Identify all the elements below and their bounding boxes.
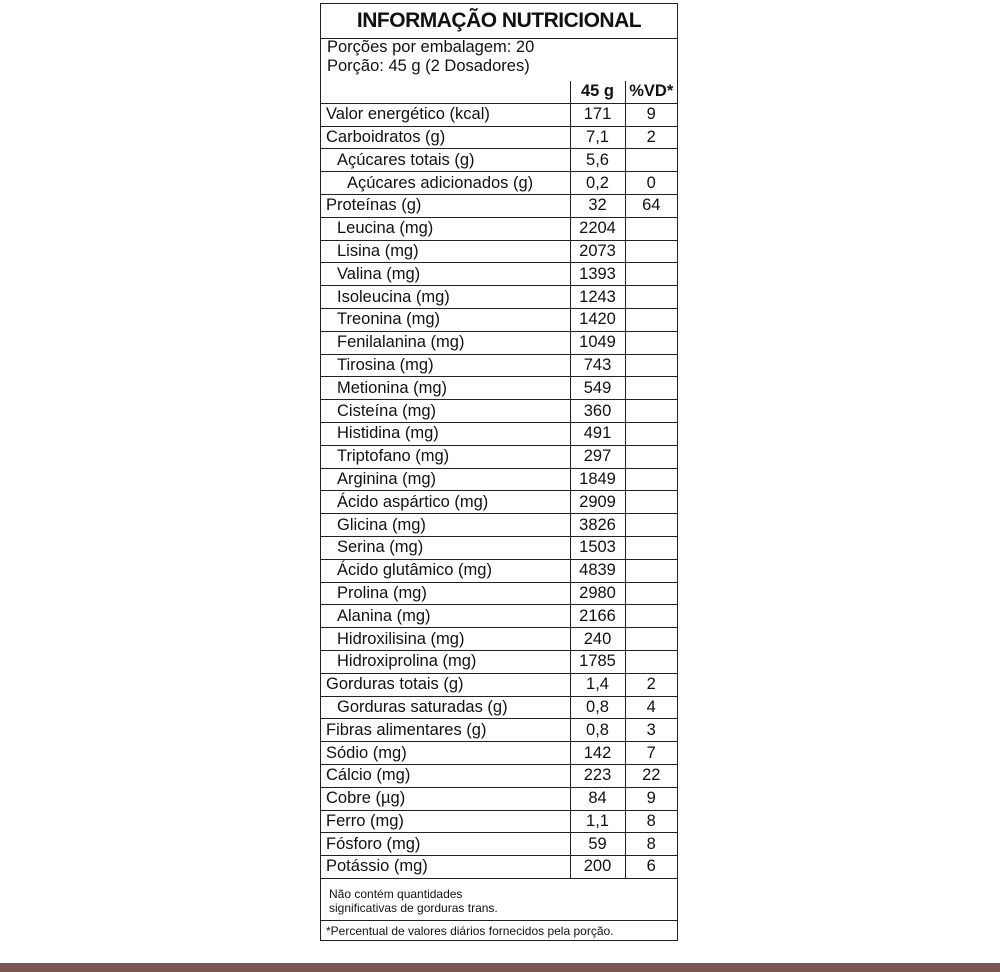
nutrient-name: Isoleucina (mg): [321, 286, 570, 309]
divider: [321, 920, 677, 921]
table-row: [321, 742, 677, 765]
nutrient-value: 2073: [570, 240, 625, 263]
nutrient-name: Carboidratos (g): [321, 126, 570, 149]
table-row: [321, 331, 677, 354]
table-row: [321, 559, 677, 582]
table-row: [321, 286, 677, 309]
nutrient-name: Histidina (mg): [321, 422, 570, 445]
nutrient-value: 549: [570, 377, 625, 400]
footnote: *Percentual de valores diários fornecidos pela porção.: [326, 924, 614, 938]
nutrient-name: Sódio (mg): [321, 742, 570, 765]
nutrient-name: Hidroxiprolina (mg): [321, 650, 570, 673]
nutrient-dv: [625, 559, 677, 582]
table-row: [321, 377, 677, 400]
nutrient-value: 240: [570, 628, 625, 651]
table-row: [321, 833, 677, 856]
bottom-bar: [0, 963, 1000, 972]
nutrient-value: 491: [570, 422, 625, 445]
table-row: [321, 491, 677, 514]
nutrient-name: Treonina (mg): [321, 308, 570, 331]
nutrient-dv: 0: [625, 172, 677, 195]
nutrient-dv: [625, 377, 677, 400]
nutrient-value: 0,8: [570, 719, 625, 742]
table-row: [321, 628, 677, 651]
nutrient-value: 1,1: [570, 810, 625, 833]
panel-title: INFORMAÇÃO NUTRICIONAL: [321, 4, 677, 39]
nutrient-dv: [625, 628, 677, 651]
table-row: [321, 308, 677, 331]
nutrient-dv: 2: [625, 673, 677, 696]
nutrient-value: 5,6: [570, 149, 625, 172]
table-row: [321, 856, 677, 879]
nutrient-dv: 7: [625, 742, 677, 765]
table-row: [321, 536, 677, 559]
nutrient-value: 1849: [570, 468, 625, 491]
table-row: [321, 149, 677, 172]
nutrient-value: 0,8: [570, 696, 625, 719]
table-row: [321, 696, 677, 719]
nutrient-dv: 22: [625, 764, 677, 787]
nutrient-value: 2980: [570, 582, 625, 605]
nutrient-name: Fósforo (mg): [321, 833, 570, 856]
nutrient-dv: 8: [625, 833, 677, 856]
table-row: [321, 263, 677, 286]
nutrient-name: Açúcares adicionados (g): [321, 172, 570, 195]
nutrient-dv: [625, 308, 677, 331]
nutrient-name: Gorduras totais (g): [321, 673, 570, 696]
table-row: [321, 354, 677, 377]
table-row: [321, 445, 677, 468]
nutrient-dv: [625, 445, 677, 468]
nutrient-dv: [625, 400, 677, 423]
nutrient-name: Cobre (µg): [321, 787, 570, 810]
nutrient-dv: [625, 263, 677, 286]
nutrient-value: 1420: [570, 308, 625, 331]
table-row: [321, 400, 677, 423]
nutrient-value: 0,2: [570, 172, 625, 195]
nutrient-name: Lisina (mg): [321, 240, 570, 263]
trans-fat-note: [329, 887, 629, 915]
table-row: [321, 650, 677, 673]
table-header-row: [321, 81, 677, 103]
nutrient-name: Ácido aspártico (mg): [321, 491, 570, 514]
nutrient-dv: [625, 422, 677, 445]
table-row: [321, 514, 677, 537]
nutrient-name: Metionina (mg): [321, 377, 570, 400]
nutrient-value: 4839: [570, 559, 625, 582]
nutrient-name: Glicina (mg): [321, 514, 570, 537]
nutrient-dv: 6: [625, 856, 677, 879]
table-row: [321, 240, 677, 263]
nutrient-dv: [625, 354, 677, 377]
nutrient-dv: [625, 582, 677, 605]
nutrient-value: 1393: [570, 263, 625, 286]
nutrient-dv: 9: [625, 787, 677, 810]
nutrient-name: Leucina (mg): [321, 217, 570, 240]
nutrient-name: Triptofano (mg): [321, 445, 570, 468]
nutrient-name: Hidroxilisina (mg): [321, 628, 570, 651]
nutrient-dv: 64: [625, 194, 677, 217]
header-portion: 45 g: [570, 81, 625, 103]
nutrient-name: Potássio (mg): [321, 856, 570, 879]
nutrition-table: [321, 81, 677, 879]
nutrient-name: Valor energético (kcal): [321, 103, 570, 126]
nutrient-value: 223: [570, 764, 625, 787]
table-row: [321, 605, 677, 628]
nutrient-name: Prolina (mg): [321, 582, 570, 605]
table-row: [321, 126, 677, 149]
nutrient-name: Arginina (mg): [321, 468, 570, 491]
nutrient-dv: [625, 650, 677, 673]
nutrient-value: 1,4: [570, 673, 625, 696]
nutrient-value: 743: [570, 354, 625, 377]
nutrient-dv: [625, 331, 677, 354]
note-line-1: Não contém quantidades: [329, 887, 463, 901]
nutrient-value: 200: [570, 856, 625, 879]
nutrient-value: 2204: [570, 217, 625, 240]
table-row: [321, 764, 677, 787]
nutrient-name: Açúcares totais (g): [321, 149, 570, 172]
table-row: [321, 194, 677, 217]
nutrient-name: Fibras alimentares (g): [321, 719, 570, 742]
nutrient-dv: 3: [625, 719, 677, 742]
table-row: [321, 673, 677, 696]
nutrient-value: 297: [570, 445, 625, 468]
nutrient-value: 32: [570, 194, 625, 217]
nutrient-name: Fenilalanina (mg): [321, 331, 570, 354]
nutrition-facts-panel: [320, 3, 678, 941]
nutrient-dv: [625, 217, 677, 240]
table-row: [321, 217, 677, 240]
nutrient-value: 84: [570, 787, 625, 810]
nutrient-name: Ferro (mg): [321, 810, 570, 833]
nutrient-value: 2166: [570, 605, 625, 628]
nutrient-name: Cisteína (mg): [321, 400, 570, 423]
header-dv: %VD*: [625, 81, 677, 103]
nutrient-dv: [625, 536, 677, 559]
nutrient-name: Valina (mg): [321, 263, 570, 286]
table-row: [321, 468, 677, 491]
nutrient-value: 59: [570, 833, 625, 856]
nutrient-name: Proteínas (g): [321, 194, 570, 217]
note-line-2: significativas de gorduras trans.: [329, 901, 498, 915]
nutrient-value: 1503: [570, 536, 625, 559]
nutrient-dv: 4: [625, 696, 677, 719]
table-row: [321, 719, 677, 742]
table-row: [321, 103, 677, 126]
nutrient-value: 1049: [570, 331, 625, 354]
nutrient-value: 360: [570, 400, 625, 423]
nutrient-dv: [625, 149, 677, 172]
nutrient-value: 1785: [570, 650, 625, 673]
serving-info: [327, 38, 534, 76]
servings-per-package: Porções por embalagem: 20: [327, 38, 535, 56]
table-row: [321, 422, 677, 445]
nutrient-dv: [625, 514, 677, 537]
nutrient-name: Cálcio (mg): [321, 764, 570, 787]
header-blank-cell: [321, 81, 570, 103]
nutrient-name: Gorduras saturadas (g): [321, 696, 570, 719]
nutrient-dv: [625, 468, 677, 491]
nutrient-dv: [625, 240, 677, 263]
nutrient-dv: [625, 605, 677, 628]
nutrient-dv: 9: [625, 103, 677, 126]
nutrient-name: Serina (mg): [321, 536, 570, 559]
nutrient-dv: 8: [625, 810, 677, 833]
nutrient-value: 3826: [570, 514, 625, 537]
nutrient-dv: [625, 286, 677, 309]
nutrient-name: Tirosina (mg): [321, 354, 570, 377]
nutrient-value: 1243: [570, 286, 625, 309]
nutrient-value: 7,1: [570, 126, 625, 149]
table-row: [321, 582, 677, 605]
nutrient-value: 142: [570, 742, 625, 765]
table-row: [321, 787, 677, 810]
nutrient-value: 171: [570, 103, 625, 126]
serving-size: Porção: 45 g (2 Dosadores): [327, 57, 530, 75]
nutrient-value: 2909: [570, 491, 625, 514]
nutrient-name: Alanina (mg): [321, 605, 570, 628]
nutrient-name: Ácido glutâmico (mg): [321, 559, 570, 582]
nutrient-dv: [625, 491, 677, 514]
nutrient-dv: 2: [625, 126, 677, 149]
table-row: [321, 810, 677, 833]
table-row: [321, 172, 677, 195]
